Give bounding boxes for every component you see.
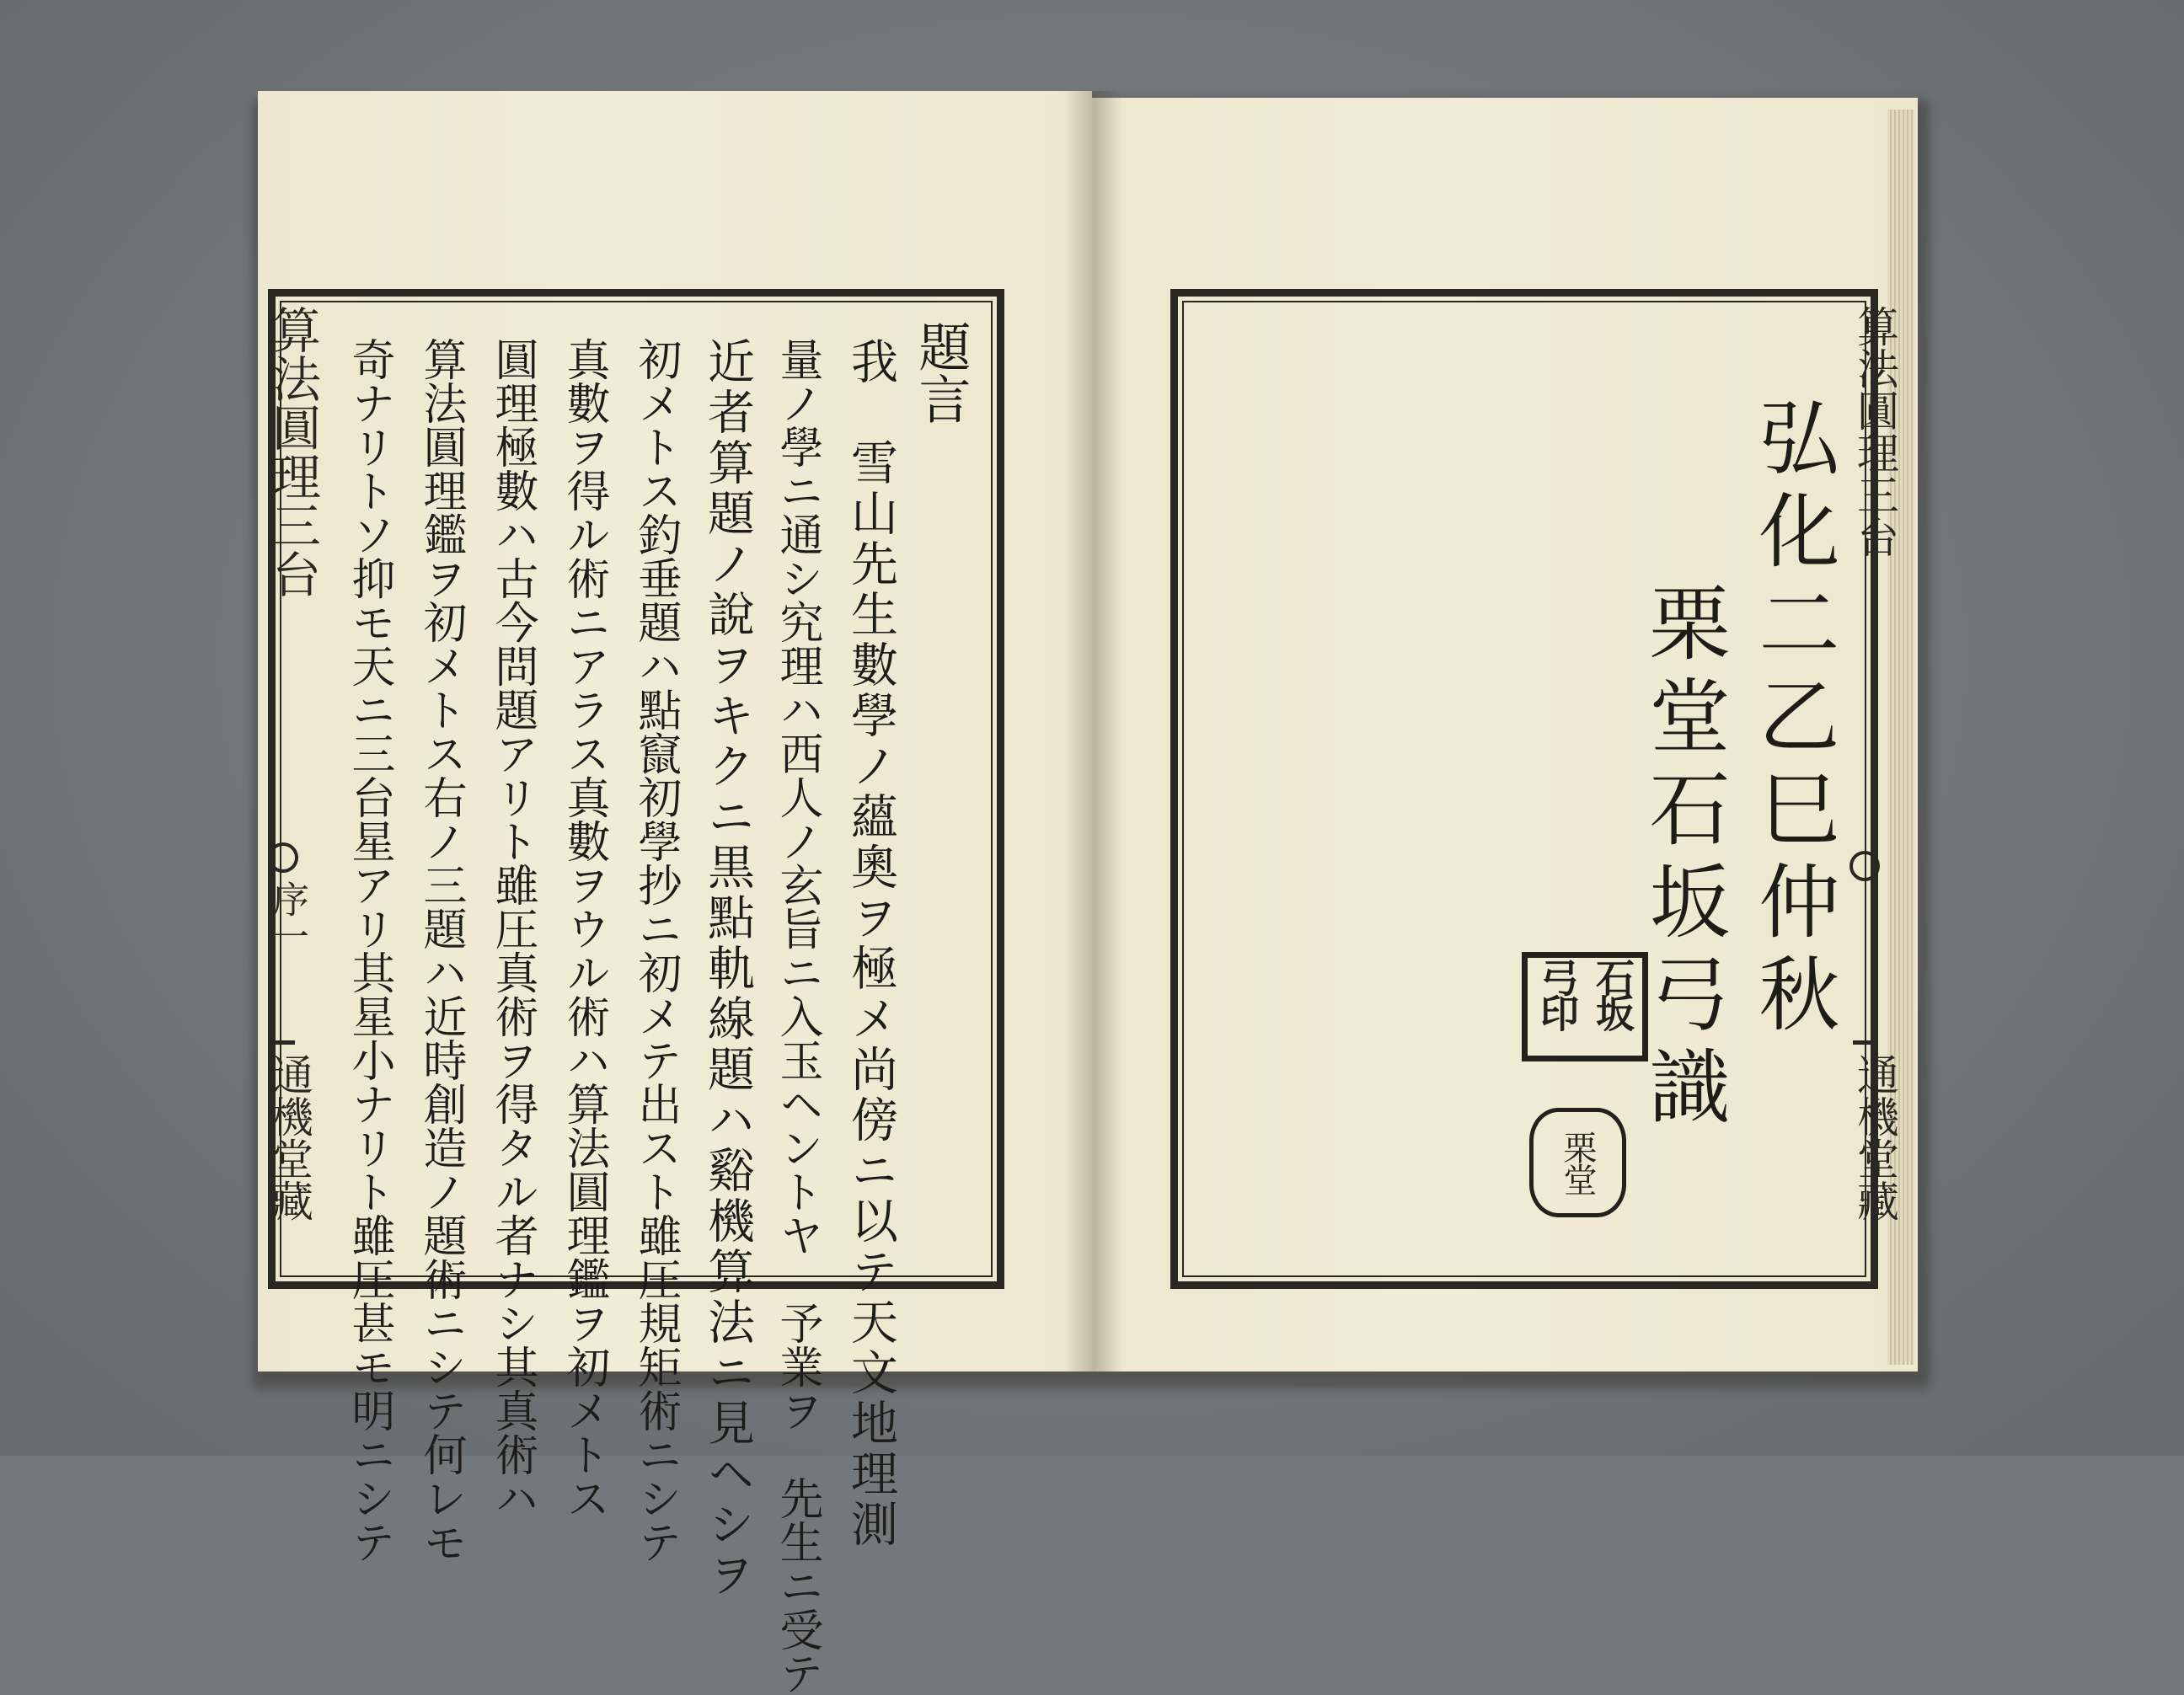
right-margin-publisher: 通機堂藏 xyxy=(1850,1053,1899,1222)
left-text-line-4: 初メトス釣垂題ハ點竄初學抄ニ初メテ出スト雖圧規矩術ニシテ xyxy=(630,337,681,1564)
right-margin-title: 算法圓理三台 xyxy=(1850,305,1899,558)
left-margin-divider xyxy=(270,1040,295,1045)
right-margin-circle xyxy=(1849,851,1880,881)
book-gutter xyxy=(1063,91,1122,1372)
left-text-line-5: 真數ヲ得ル術ニアラス真數ヲウル術ハ算法圓理鑑ヲ初メトス xyxy=(559,337,609,1520)
signature-line: 栗堂石坂弓識 xyxy=(1636,581,1731,1137)
left-text-line-1: 我 雪山先生數學ノ蘊奧ヲ極メ尚傍ニ以テ天文地理測 xyxy=(843,337,898,1550)
oval-seal: 栗堂 xyxy=(1529,1108,1626,1217)
left-margin-title: 算法圓理三台 xyxy=(264,305,321,598)
right-margin-divider xyxy=(1853,1040,1878,1045)
left-heading: 題言 xyxy=(910,320,972,425)
square-seal: 石坂弓印 xyxy=(1522,952,1648,1061)
left-margin-circle xyxy=(268,842,298,873)
left-margin-publisher: 通機堂藏 xyxy=(265,1053,313,1222)
left-text-line-6: 圓理極數ハ古今問題アリト雖圧真術ヲ得タル者ナシ其真術ハ xyxy=(487,337,538,1520)
left-text-line-3: 近者算題ノ說ヲキクニ黒點軌線題ハ谿機算法ニ見ヘシヲ xyxy=(700,337,755,1601)
left-text-line-7: 算法圓理鑑ヲ初メトス右ノ三題ハ近時創造ノ題術ニシテ何レモ xyxy=(415,337,466,1564)
date-line: 弘化二乙巳仲秋 xyxy=(1746,396,1840,1045)
left-text-line-8: 奇ナリトソ抑モ天ニ三台星アリ其星小ナリト雖圧甚モ明ニシテ xyxy=(344,337,394,1564)
left-text-line-2: 量ノ學ニ通シ究理ハ西人ノ玄旨ニ入玉ヘントヤ 予業ヲ 先生ニ受テ xyxy=(772,337,822,1695)
left-margin-page: 序一 xyxy=(265,880,308,954)
